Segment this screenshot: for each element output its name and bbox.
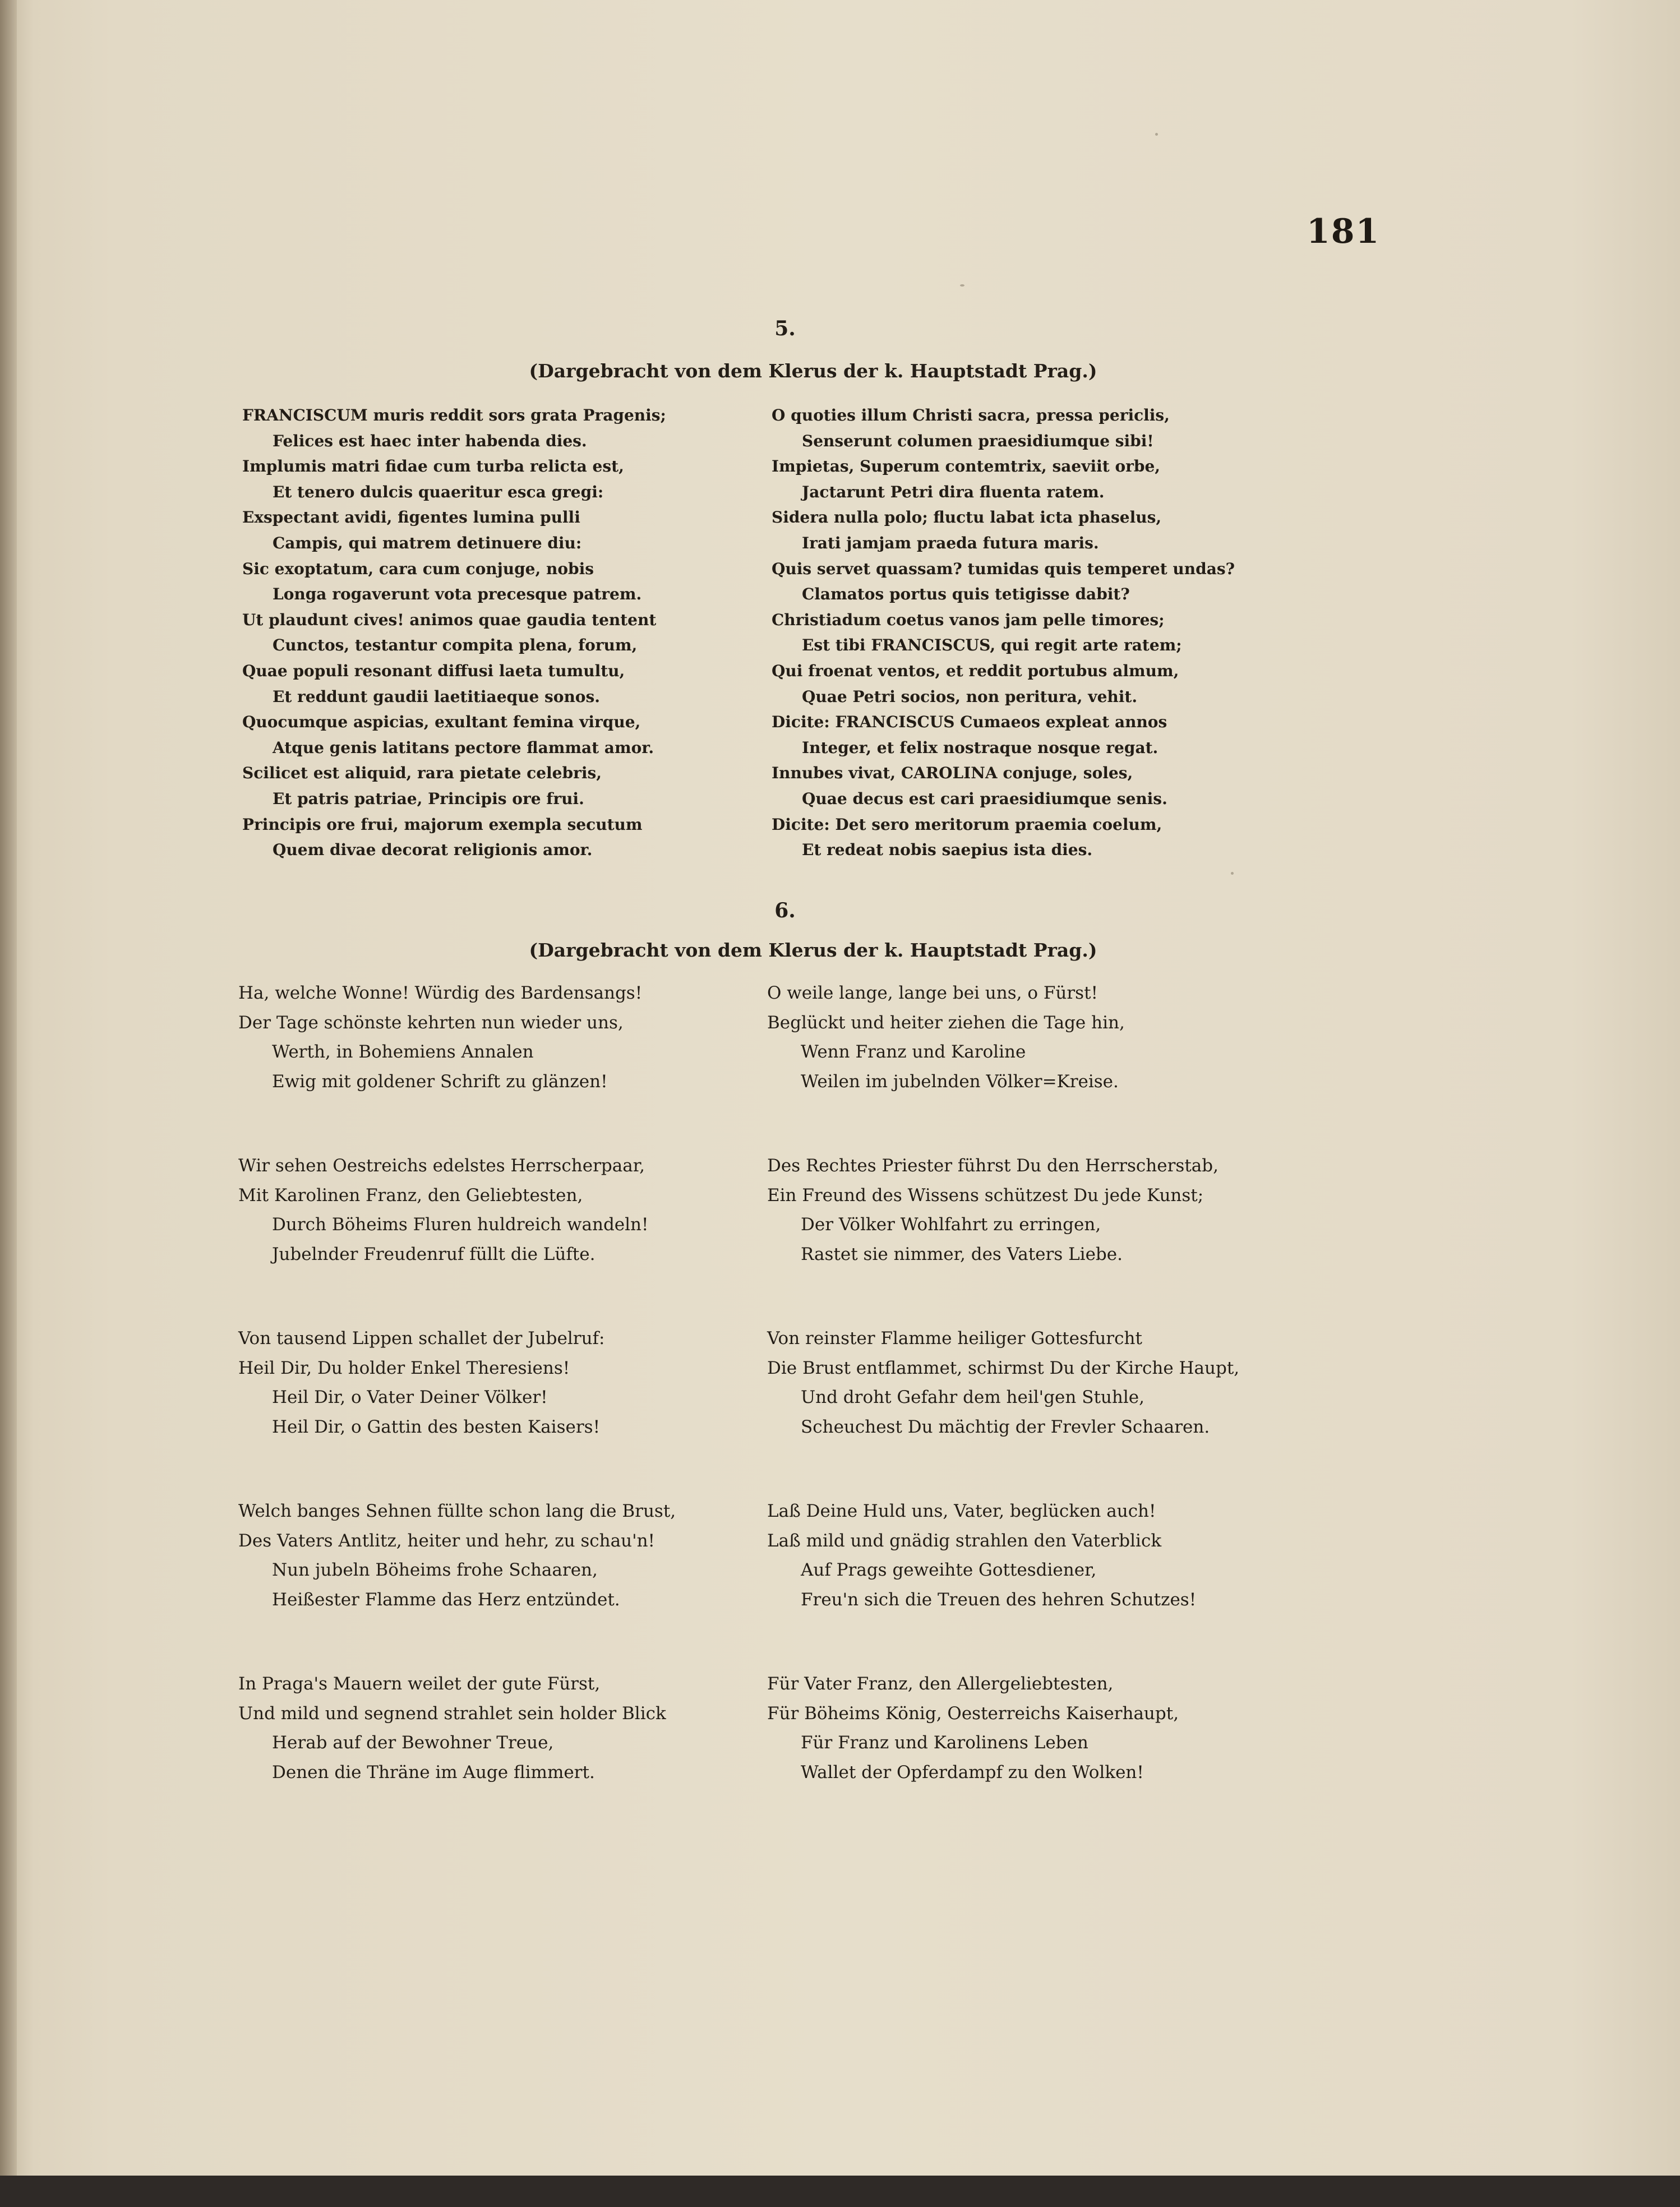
verse-line: Laß mild und gnädig strahlen den Vaterblick bbox=[767, 1530, 1162, 1551]
verse-line: Und droht Gefahr dem heil'gen Stuhle, bbox=[801, 1387, 1144, 1407]
scan-bottom-edge bbox=[0, 2176, 1680, 2207]
verse-line: Für Vater Franz, den Allergeliebtesten, bbox=[767, 1674, 1114, 1694]
section-6-left-column bbox=[238, 978, 760, 1787]
verse-line: Beglückt und heiter ziehen die Tage hin, bbox=[767, 1012, 1125, 1033]
verse-line: Des Rechtes Priester führst Du den Herrscherstab, bbox=[767, 1156, 1219, 1176]
verse-line: Heil Dir, o Gattin des besten Kaisers! bbox=[272, 1416, 601, 1437]
section-number-6: 6. bbox=[774, 899, 796, 922]
verse-line: Der Völker Wohlfahrt zu erringen, bbox=[801, 1215, 1101, 1235]
verse-line: Heil Dir, Du holder Enkel Theresiens! bbox=[238, 1358, 570, 1378]
section-6-right-column bbox=[767, 978, 1356, 1787]
verse-line: Integer, et felix nostraque nosque regat. bbox=[802, 738, 1159, 757]
verse-line: Wallet der Opferdampf zu den Wolken! bbox=[801, 1762, 1144, 1783]
verse-line: Dicite: FRANCISCUS Cumaeos expleat annos bbox=[772, 713, 1167, 732]
verse-line: Irati jamjam praeda futura maris. bbox=[802, 533, 1099, 552]
verse-line: Laß Deine Huld uns, Vater, beglücken auch! bbox=[767, 1501, 1156, 1521]
verse-line: Jactarunt Petri dira fluenta ratem. bbox=[802, 482, 1105, 501]
verse-line: O weile lange, lange bei uns, o Fürst! bbox=[767, 983, 1098, 1003]
verse-line: Werth, in Bohemiens Annalen bbox=[272, 1042, 534, 1062]
verse-line: Freu'n sich die Treuen des hehren Schutzes! bbox=[801, 1589, 1197, 1610]
verse-line: Wenn Franz und Karoline bbox=[801, 1042, 1026, 1062]
paper-speck bbox=[960, 284, 964, 287]
verse-line: Ein Freund des Wissens schützest Du jede Kunst; bbox=[767, 1185, 1204, 1206]
verse-line: Et redeat nobis saepius ista dies. bbox=[802, 841, 1093, 860]
verse-line: Quae decus est cari praesidiumque senis. bbox=[802, 789, 1167, 808]
verse-line: Quae populi resonant diffusi laeta tumultu, bbox=[242, 661, 625, 680]
section-5-right-column bbox=[772, 403, 1332, 863]
verse-line: Implumis matri fidae cum turba relicta est, bbox=[242, 457, 624, 476]
verse-line: In Praga's Mauern weilet der gute Fürst, bbox=[238, 1674, 601, 1694]
verse-line: Von reinster Flamme heiliger Gottesfurcht bbox=[767, 1328, 1142, 1349]
verse-line: Innubes vivat, CAROLINA conjuge, soles, bbox=[772, 764, 1133, 783]
verse-line: Rastet sie nimmer, des Vaters Liebe. bbox=[801, 1244, 1123, 1264]
verse-line: Heißester Flamme das Herz entzündet. bbox=[272, 1589, 620, 1610]
section-5-subtitle: (Dargebracht von dem Klerus der k. Hauptstadt Prag.) bbox=[529, 360, 1097, 382]
verse-line: Mit Karolinen Franz, den Geliebtesten, bbox=[238, 1185, 583, 1206]
stanza bbox=[767, 1497, 1356, 1614]
verse-line: Wir sehen Oestreichs edelstes Herrscherpaar, bbox=[238, 1156, 645, 1176]
verse-line: Heil Dir, o Vater Deiner Völker! bbox=[272, 1387, 548, 1407]
section-5-left-column bbox=[242, 403, 747, 863]
paper-speck bbox=[1231, 872, 1234, 875]
verse-line: Weilen im jubelnden Völker=Kreise. bbox=[801, 1071, 1119, 1092]
verse-line: Welch banges Sehnen füllte schon lang die Brust, bbox=[238, 1501, 676, 1521]
stanza bbox=[767, 1324, 1356, 1442]
verse-line: Et patris patriae, Principis ore frui. bbox=[273, 789, 584, 808]
stanza bbox=[767, 1151, 1356, 1269]
verse-line: Ha, welche Wonne! Würdig des Bardensangs! bbox=[238, 983, 643, 1003]
stanza bbox=[238, 1497, 760, 1614]
verse-line: Jubelnder Freudenruf füllt die Lüfte. bbox=[272, 1244, 596, 1264]
verse-line: Auf Prags geweihte Gottesdiener, bbox=[801, 1560, 1097, 1580]
stanza bbox=[238, 978, 760, 1096]
verse-line: Est tibi FRANCISCUS, qui regit arte ratem; bbox=[802, 636, 1182, 655]
verse-line: Sic exoptatum, cara cum conjuge, nobis bbox=[242, 559, 594, 578]
verse-line: Christiadum coetus vanos jam pelle timores; bbox=[772, 610, 1165, 629]
verse-line: Für Böheims König, Oesterreichs Kaiserhaupt, bbox=[767, 1703, 1179, 1724]
verse-line: Ewig mit goldener Schrift zu glänzen! bbox=[272, 1071, 608, 1092]
stanza bbox=[767, 1669, 1356, 1787]
verse-line: Et tenero dulcis quaeritur esca gregi: bbox=[273, 482, 604, 501]
verse-line: Scilicet est aliquid, rara pietate celebris, bbox=[242, 764, 602, 783]
verse-line: Quem divae decorat religionis amor. bbox=[273, 841, 593, 860]
verse-line: Quocumque aspicias, exultant femina virque, bbox=[242, 713, 641, 732]
verse-line: Quae Petri socios, non peritura, vehit. bbox=[802, 687, 1138, 706]
verse-line: Cunctos, testantur compita plena, forum, bbox=[273, 636, 638, 655]
verse-line: Nun jubeln Böheims frohe Schaaren, bbox=[272, 1560, 598, 1580]
verse-line: Der Tage schönste kehrten nun wieder uns, bbox=[238, 1012, 624, 1033]
verse-line: Des Vaters Antlitz, heiter und hehr, zu schau'n! bbox=[238, 1530, 656, 1551]
verse-line: Clamatos portus quis tetigisse dabit? bbox=[802, 585, 1130, 604]
verse-line: Und mild und segnend strahlet sein holder Blick bbox=[238, 1703, 666, 1724]
verse-line: Die Brust entflammet, schirmst Du der Kirche Haupt, bbox=[767, 1358, 1240, 1378]
verse-line: Denen die Thräne im Auge flimmert. bbox=[272, 1762, 595, 1783]
verse-line: Quis servet quassam? tumidas quis temperet undas? bbox=[772, 559, 1235, 578]
verse-line: Campis, qui matrem detinuere diu: bbox=[273, 533, 582, 552]
verse-line: O quoties illum Christi sacra, pressa periclis, bbox=[772, 406, 1170, 424]
stanza bbox=[238, 1669, 760, 1787]
verse-line: Et reddunt gaudii laetitiaeque sonos. bbox=[273, 687, 600, 706]
verse-line: Von tausend Lippen schallet der Jubelruf: bbox=[238, 1328, 605, 1349]
verse-line: Qui froenat ventos, et reddit portubus almum, bbox=[772, 661, 1179, 680]
section-6-subtitle: (Dargebracht von dem Klerus der k. Hauptstadt Prag.) bbox=[529, 939, 1097, 961]
verse-line: Sidera nulla polo; fluctu labat icta phaselus, bbox=[772, 508, 1162, 527]
verse-line: Herab auf der Bewohner Treue, bbox=[272, 1733, 554, 1753]
verse-line: FRANCISCUM muris reddit sors grata Pragenis; bbox=[242, 406, 666, 424]
verse-line: Atque genis latitans pectore flammat amor. bbox=[273, 738, 654, 757]
page-number: 181 bbox=[1307, 212, 1381, 251]
verse-line: Ut plaudunt cives! animos quae gaudia tentent bbox=[242, 610, 657, 629]
stanza bbox=[767, 978, 1356, 1096]
page-binding-shadow bbox=[0, 0, 17, 2176]
verse-line: Felices est haec inter habenda dies. bbox=[273, 431, 587, 450]
verse-line: Impietas, Superum contemtrix, saeviit orbe, bbox=[772, 457, 1161, 476]
paper-speck bbox=[1155, 133, 1158, 136]
verse-line: Longa rogaverunt vota precesque patrem. bbox=[273, 585, 642, 604]
verse-line: Scheuchest Du mächtig der Frevler Schaaren. bbox=[801, 1416, 1210, 1437]
verse-line: Durch Böheims Fluren huldreich wandeln! bbox=[272, 1215, 649, 1235]
verse-line: Principis ore frui, majorum exempla secutum bbox=[242, 815, 643, 834]
verse-line: Dicite: Det sero meritorum praemia coelum, bbox=[772, 815, 1162, 834]
stanza bbox=[238, 1324, 760, 1442]
verse-line: Exspectant avidi, figentes lumina pulli bbox=[242, 508, 580, 527]
verse-line: Senserunt columen praesidiumque sibi! bbox=[802, 431, 1154, 450]
verse-line: Für Franz und Karolinens Leben bbox=[801, 1733, 1088, 1753]
stanza bbox=[238, 1151, 760, 1269]
section-number-5: 5. bbox=[774, 317, 796, 340]
